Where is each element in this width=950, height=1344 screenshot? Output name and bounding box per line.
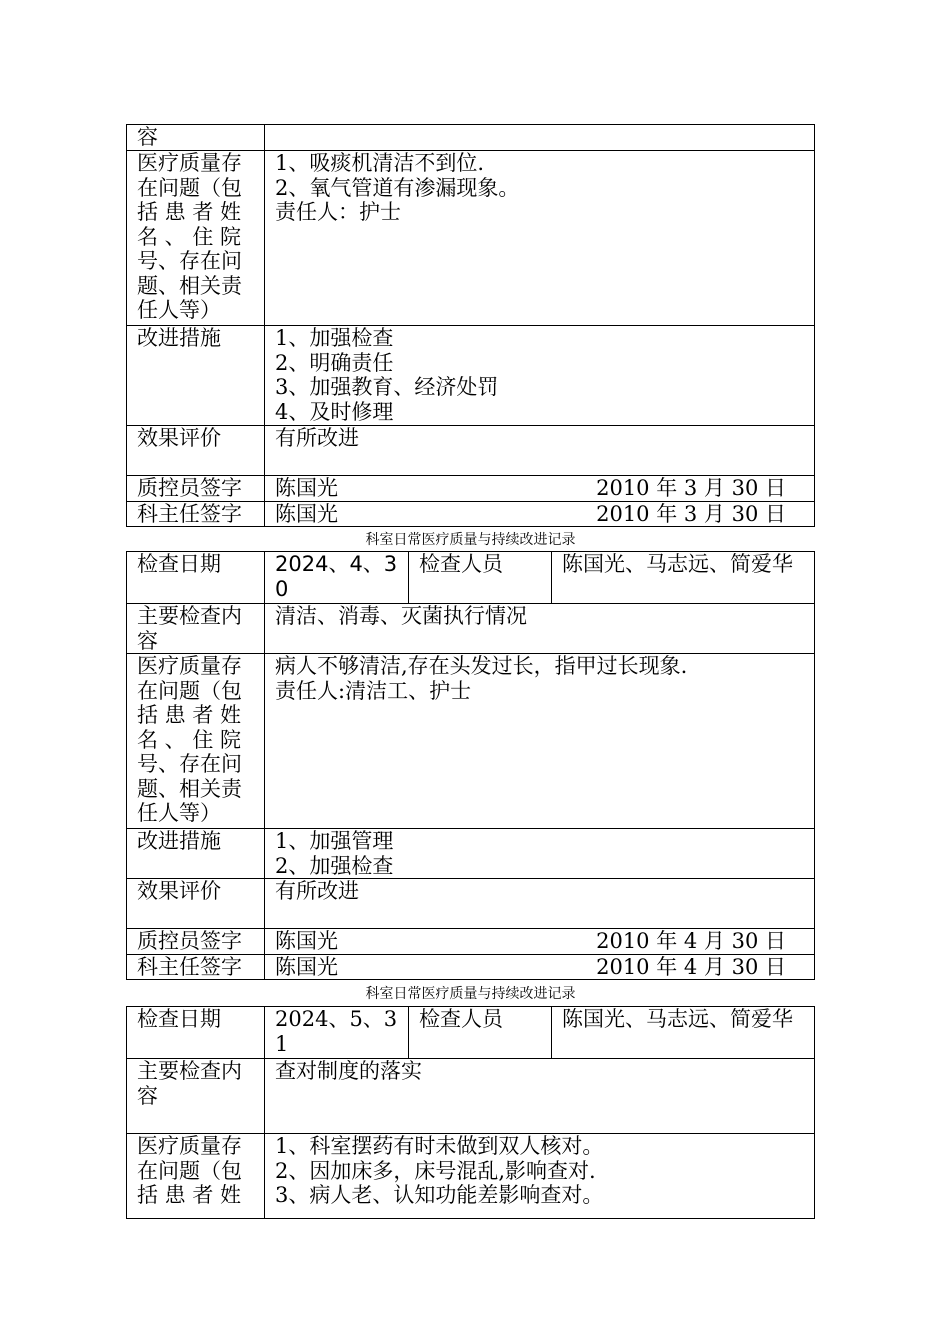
- measures-label: 改进措施: [127, 829, 265, 879]
- director-name: 陈国光: [275, 501, 338, 526]
- qc-sign-value: [265, 929, 815, 955]
- content-value: 查对制度的落实: [265, 1059, 815, 1134]
- qc-name: 陈国光: [275, 929, 338, 953]
- record3-table: [126, 1006, 815, 1219]
- effect-label: 效果评价: [127, 879, 265, 929]
- qc-sign-label: 质控员签字: [127, 929, 265, 955]
- content-label-tail: 容: [127, 125, 265, 151]
- inspector-value: 陈国光、马志远、简爱华: [552, 552, 815, 604]
- record3-caption: 科室日常医疗质量与持续改进记录: [365, 986, 576, 1002]
- issues-label: 医疗质量存 在问题（包 括 患 者 姓 名 、 住 院 号、存在问 题、相关责 任人等）: [127, 654, 265, 829]
- inspector-value: 陈国光、马志远、简爱华: [552, 1007, 815, 1059]
- director-sign-label: 科主任签字: [127, 501, 265, 527]
- date-value: 2024、5、31: [265, 1007, 409, 1059]
- director-date: 2010 年 4 月 30 日: [596, 954, 786, 979]
- measures-value: 1、加强管理 2、加强检查: [265, 829, 815, 879]
- content-value-empty: [265, 125, 815, 151]
- qc-sign-value: [265, 476, 815, 502]
- issues-value: 1、科室摆药有时未做到双人核对。 2、因加床多，床号混乱,影响查对. 3、病人老、认知功能差影响查对。: [265, 1134, 815, 1219]
- content-label: 主要检查内 容: [127, 604, 265, 654]
- record2-table: [126, 551, 815, 980]
- inspector-label: 检查人员: [409, 1007, 552, 1059]
- content-value: 清洁、消毒、灭菌执行情况: [265, 604, 815, 654]
- director-sign-value: [265, 954, 815, 980]
- director-date: 2010 年 3 月 30 日: [596, 501, 786, 526]
- record1-table: [126, 124, 815, 527]
- effect-value: 有所改进: [265, 426, 815, 476]
- record2-caption: 科室日常医疗质量与持续改进记录: [365, 532, 576, 548]
- issues-value: 病人不够清洁,存在头发过长，指甲过长现象. 责任人:清洁工、护士: [265, 654, 815, 829]
- qc-name: 陈国光: [275, 476, 338, 500]
- measures-value: 1、加强检查 2、明确责任 3、加强教育、经济处罚 4、及时修理: [265, 326, 815, 426]
- qc-sign-label: 质控员签字: [127, 476, 265, 502]
- director-sign-label: 科主任签字: [127, 954, 265, 980]
- inspector-label: 检查人员: [409, 552, 552, 604]
- effect-value: 有所改进: [265, 879, 815, 929]
- director-name: 陈国光: [275, 954, 338, 979]
- content-label: 主要检查内 容: [127, 1059, 265, 1134]
- effect-label: 效果评价: [127, 426, 265, 476]
- issues-value: 1、吸痰机清洁不到位. 2、氧气管道有渗漏现象。 责任人：护士: [265, 151, 815, 326]
- date-value: 2024、4、30: [265, 552, 409, 604]
- date-label: 检查日期: [127, 552, 265, 604]
- qc-date: 2010 年 4 月 30 日: [596, 929, 786, 953]
- date-label: 检查日期: [127, 1007, 265, 1059]
- director-sign-value: [265, 501, 815, 527]
- measures-label: 改进措施: [127, 326, 265, 426]
- issues-label: 医疗质量存 在问题（包 括 患 者 姓 名 、 住 院 号、存在问 题、相关责 任人等）: [127, 151, 265, 326]
- issues-label: 医疗质量存 在问题（包 括 患 者 姓: [127, 1134, 265, 1219]
- qc-date: 2010 年 3 月 30 日: [596, 476, 786, 500]
